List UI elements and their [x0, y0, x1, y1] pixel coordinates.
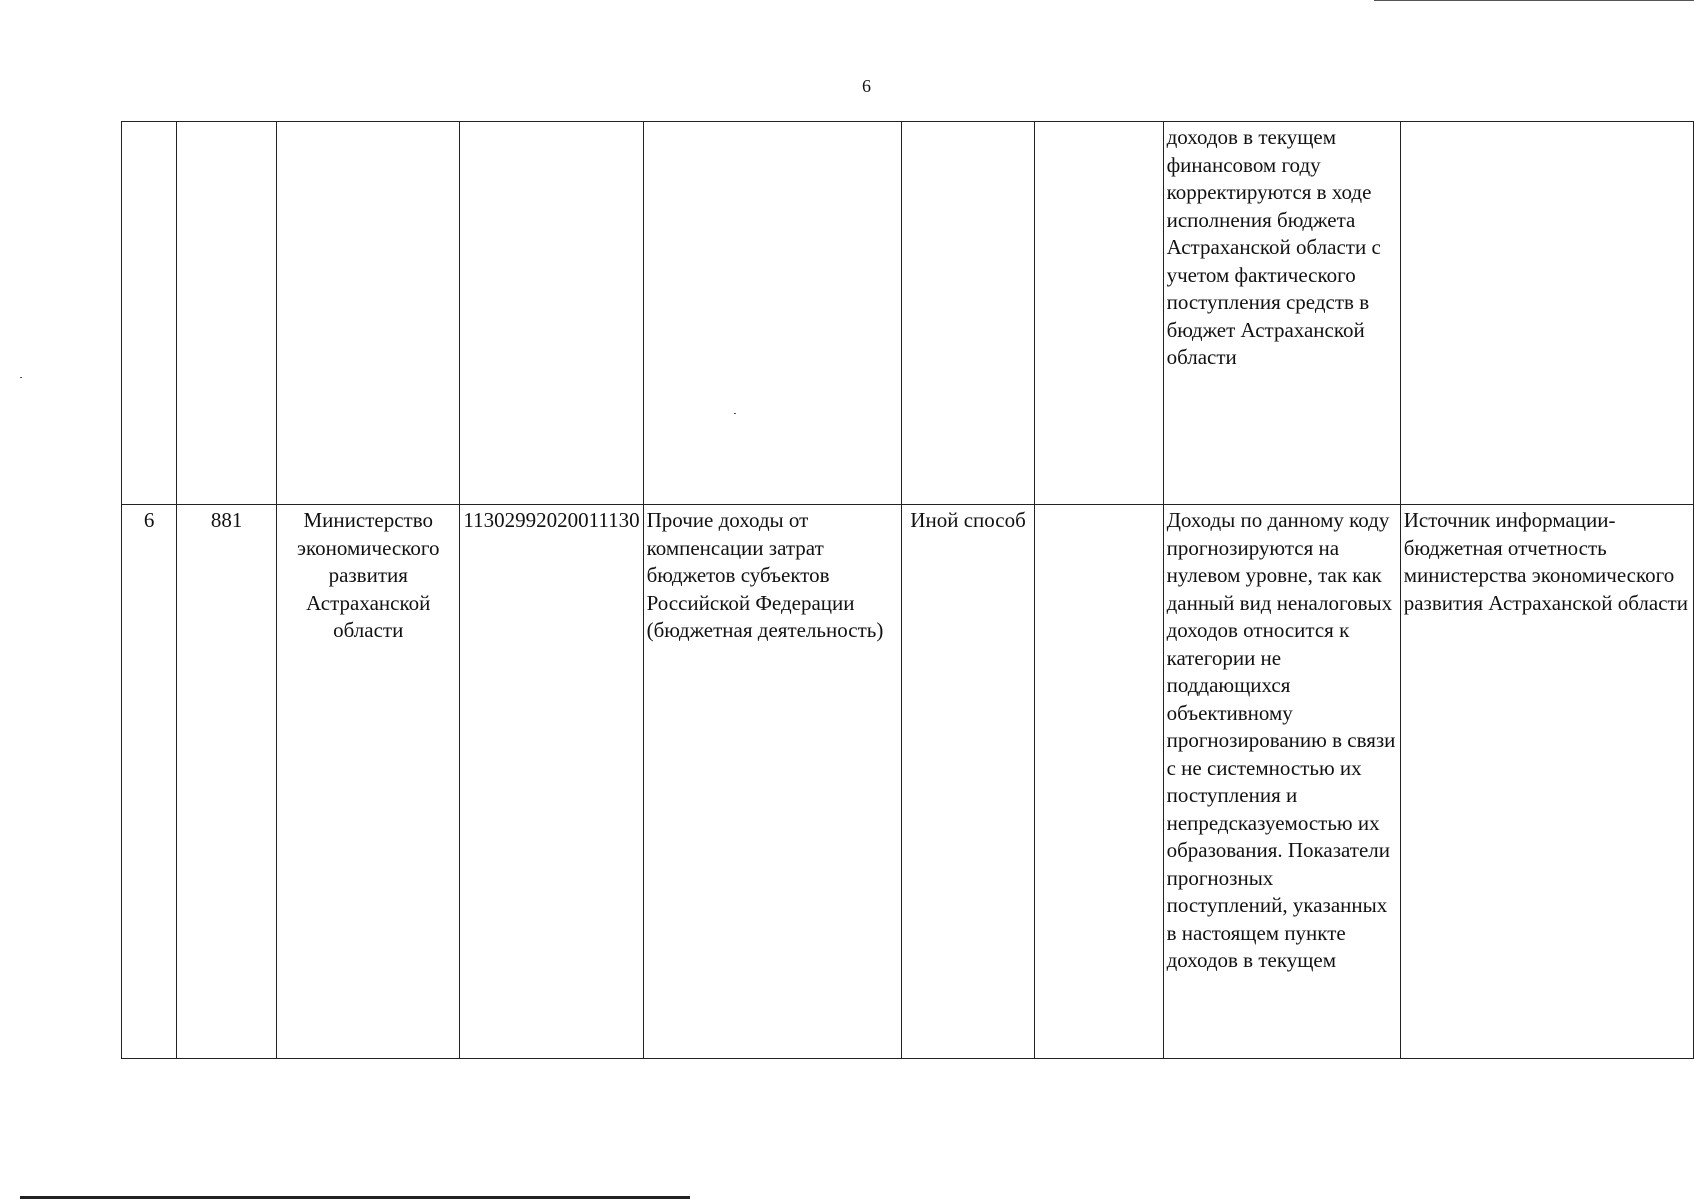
cell-number: [122, 122, 177, 505]
bottom-rule: [20, 1196, 690, 1199]
page-number: 6: [862, 76, 871, 96]
top-edge-line: [1374, 0, 1694, 1]
table-row-continuation: [122, 122, 1694, 505]
scan-speck: [20, 377, 22, 378]
cell-kbk: [460, 122, 643, 505]
cell-number: 6: [122, 505, 177, 1059]
cell-source: [1400, 122, 1693, 505]
cell-justification: доходов в текущем финансовом году корректируются в ходе исполнения бюджета Астраханской области с учетом фактического поступления средств в бюджет Астраханской области: [1163, 122, 1400, 505]
cell-formula: [1034, 505, 1163, 1059]
cell-income-name: [643, 122, 902, 505]
cell-admin-code: 881: [177, 505, 277, 1059]
cell-administrator: Министерство экономического развития Астраханской области: [277, 505, 460, 1059]
cell-source: Источник информации-бюджетная отчетность министерства экономического развития Астраханской области: [1400, 505, 1693, 1059]
cell-justification: Доходы по данному коду прогнозируются на нулевом уровне, так как данный вид неналоговых доходов относится к категории не поддающихся объективному прогнозированию в связи с не системностью их поступления и непредсказуемостью их образования. Показатели прогнозных поступлений, указанных в настоящем пункте доходов в текущем: [1163, 505, 1400, 1059]
cell-method: [902, 122, 1035, 505]
cell-income-name: Прочие доходы от компенсации затрат бюджетов субъектов Российской Федерации (бюджетная деятельность): [643, 505, 902, 1059]
cell-method: Иной способ: [902, 505, 1035, 1059]
cell-kbk: 11302992020011130: [460, 505, 643, 1059]
cell-formula: [1034, 122, 1163, 505]
revenue-forecast-table: [121, 121, 1694, 1059]
cell-administrator: [277, 122, 460, 505]
table-row: [122, 505, 1694, 1059]
cell-admin-code: [177, 122, 277, 505]
